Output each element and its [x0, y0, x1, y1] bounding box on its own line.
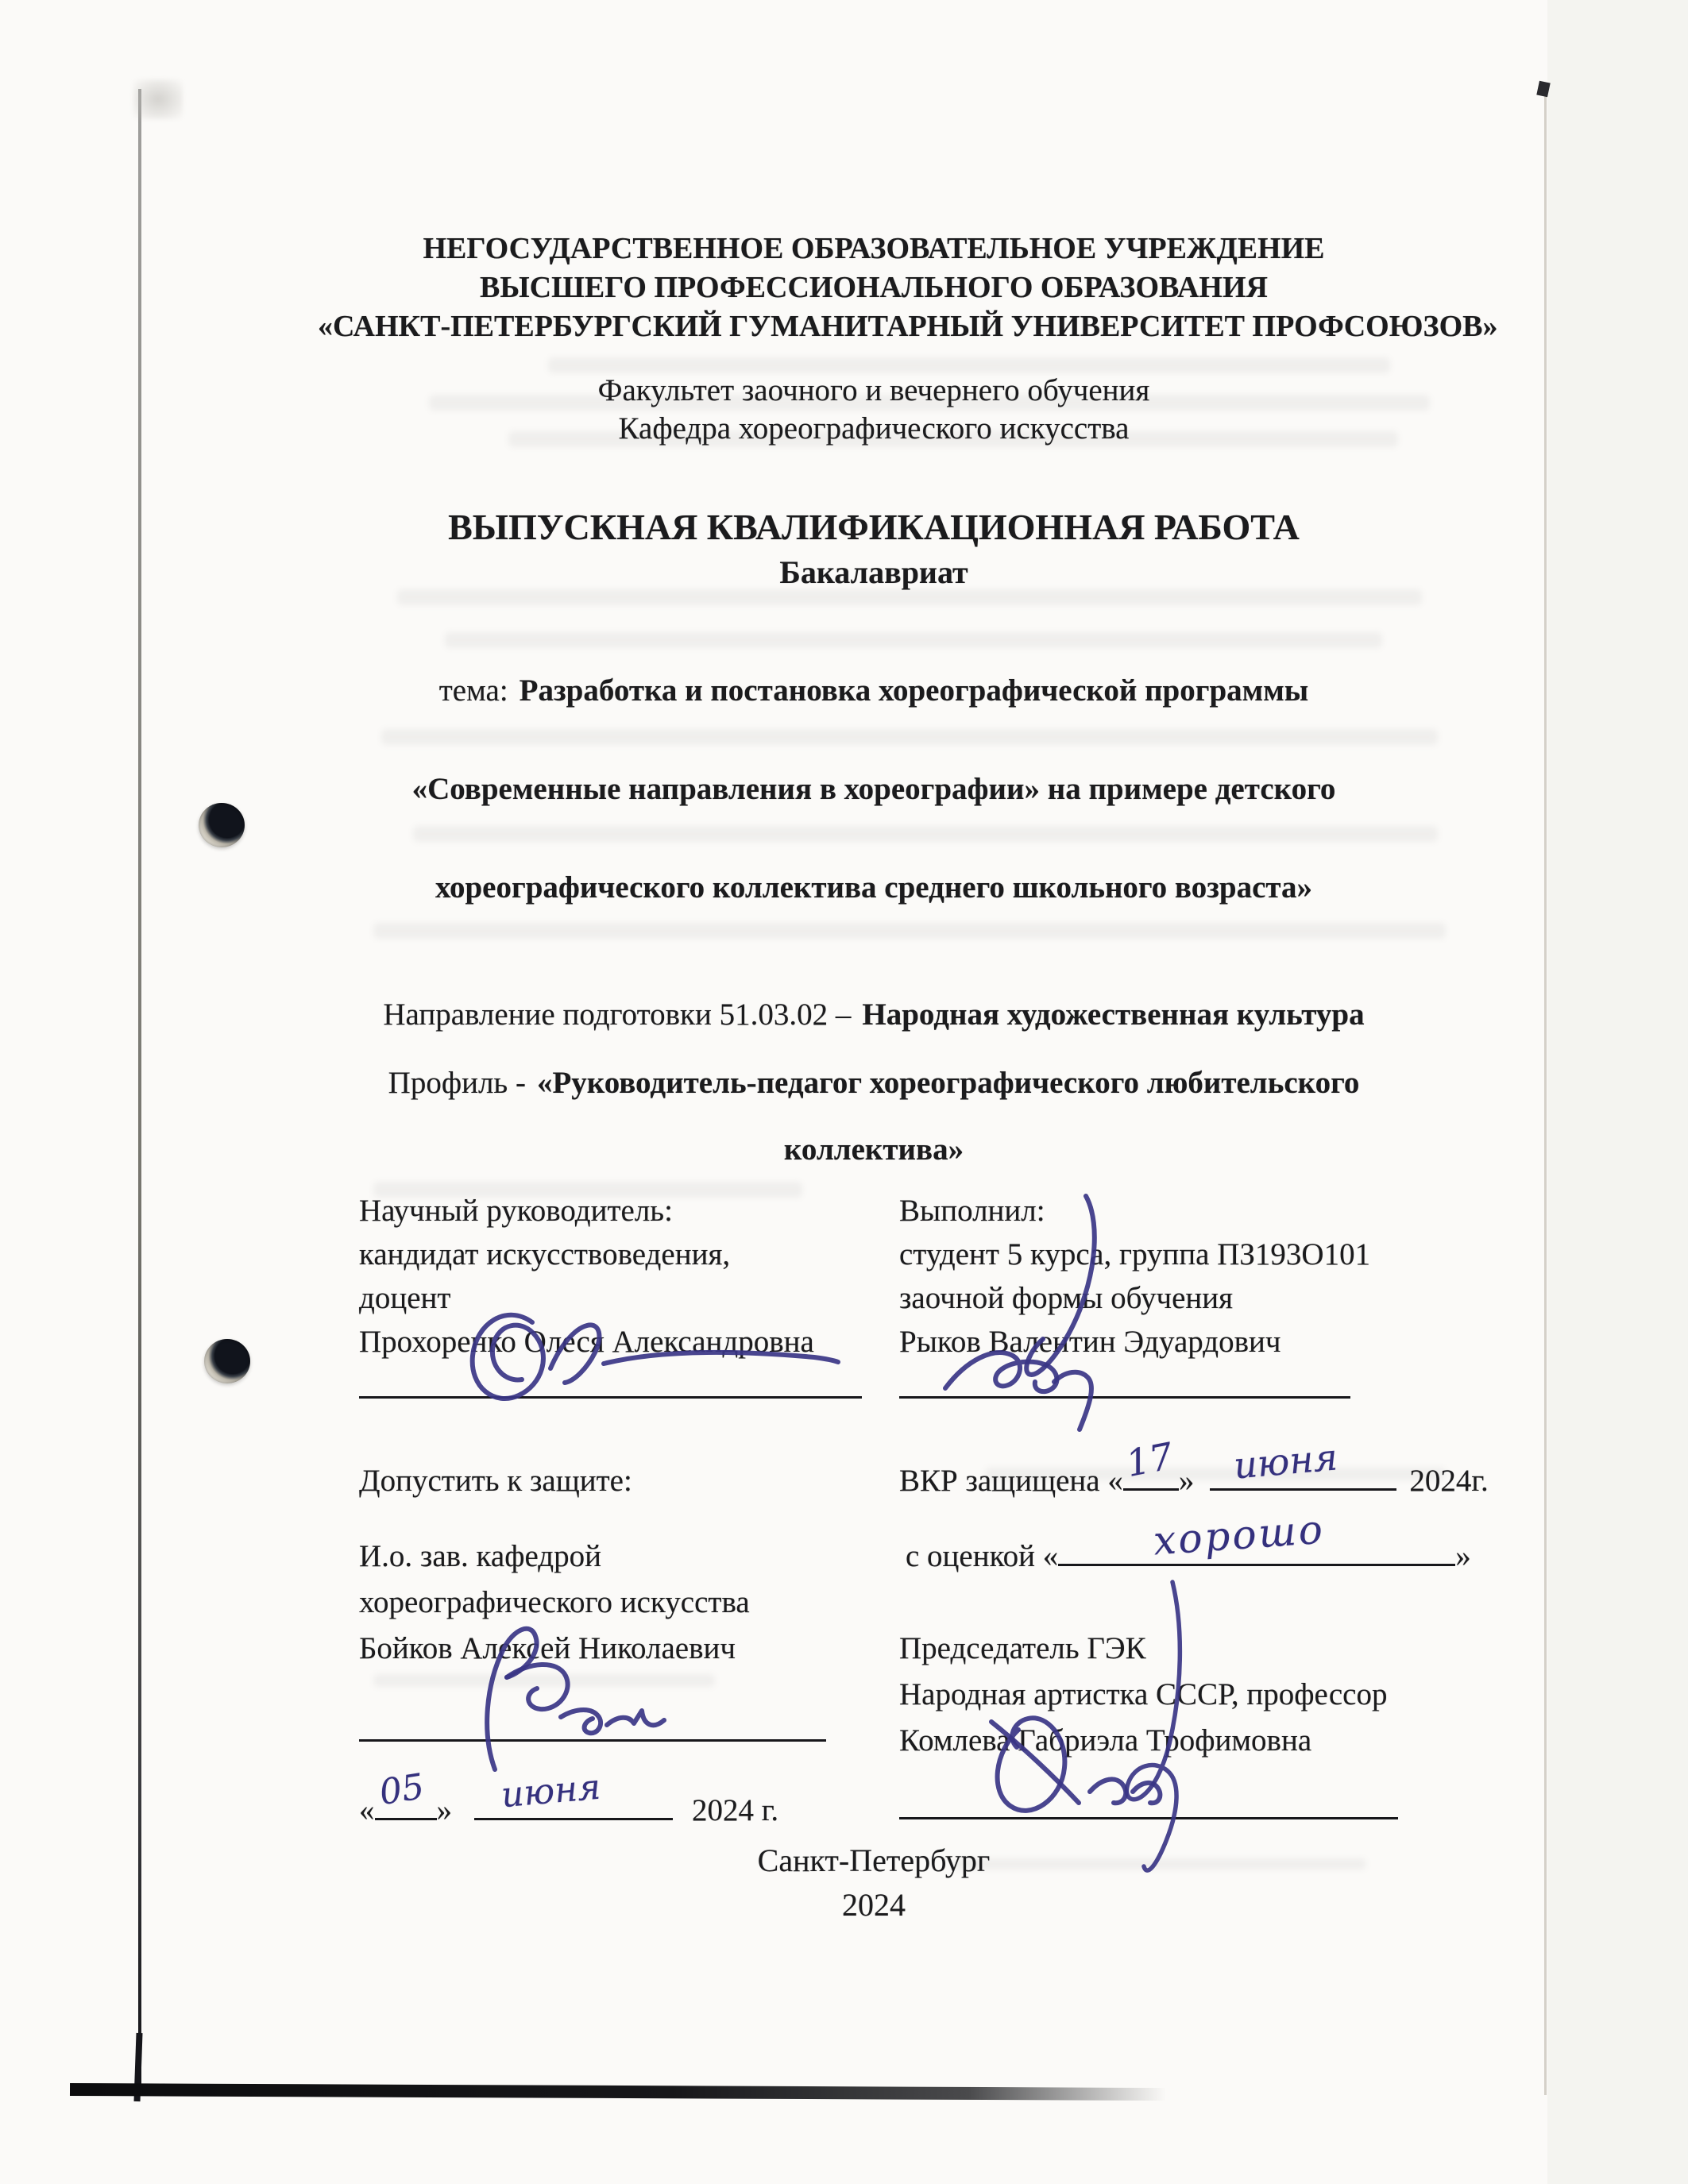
admission-signature: [435, 1617, 682, 1776]
student-heading: Выполнил:: [899, 1194, 1045, 1228]
admission-date-row: [359, 1765, 779, 1829]
binder-hole-top: [199, 803, 245, 847]
advisor-heading: Научный руководитель:: [359, 1194, 673, 1228]
profile-value-1: «Руководитель-педагог хореографического любительского: [536, 1066, 1360, 1100]
admission-name: Бойков Алексей Николаевич: [359, 1631, 736, 1665]
bleedthrough-artifact: [445, 632, 1382, 648]
theme-line-3: хореографического коллектива среднего школьного возраста»: [435, 870, 1313, 905]
admission-month-slot: [474, 1766, 673, 1820]
grade-prefix: с оценкой «: [906, 1539, 1059, 1573]
defense-month-handwriting: июня: [1232, 1435, 1340, 1488]
bleedthrough-artifact: [397, 589, 1422, 605]
page-right-edge: [1544, 86, 1547, 2095]
defense-year: 2024г.: [1409, 1464, 1489, 1498]
advisor-name: Прохоренко Олеся Александровна: [359, 1325, 814, 1359]
student-form-line: заочной формы обучения: [899, 1281, 1234, 1315]
student-name: Рыков Валентин Эдуардович: [899, 1325, 1281, 1359]
faculty-line: Факультет заочного и вечернего обучения: [597, 373, 1150, 407]
theme-line-2: «Современные направления в хореографии» на примере детского: [411, 772, 1336, 806]
profile-label: Профиль -: [388, 1066, 526, 1100]
footer-city: Санкт-Петербург: [757, 1843, 991, 1878]
admission-month-handwriting: июня: [499, 1766, 603, 1816]
theme-label: тема:: [438, 673, 508, 708]
direction-line: [318, 997, 1430, 1033]
advisor-rank: доцент: [359, 1281, 451, 1315]
theme-text-1: Разработка и постановка хореографической программы: [519, 673, 1309, 708]
chair-name: Комлева Габриэла Трофимовна: [899, 1723, 1312, 1758]
defense-day-slot: [1122, 1433, 1179, 1491]
profile-line-2: коллектива»: [783, 1133, 964, 1167]
institution-line-1: НЕГОСУДАРСТВЕННОЕ ОБРАЗОВАТЕЛЬНОЕ УЧРЕЖДЕНИЕ: [423, 232, 1325, 265]
scan-artifact-top-left: [133, 79, 183, 119]
direction-value: Народная художественная культура: [862, 997, 1365, 1032]
admission-day-handwriting: 05: [376, 1765, 427, 1814]
bleedthrough-artifact: [413, 826, 1438, 842]
defense-date-row: [899, 1433, 1489, 1499]
quote-close: »: [436, 1793, 452, 1827]
institution-line-3: «САНКТ-ПЕТЕРБУРГСКИЙ ГУМАНИТАРНЫЙ УНИВЕРСИТЕТ ПРОФСОЮЗОВ»: [318, 310, 1498, 343]
student-signature: [902, 1183, 1172, 1437]
institution-line-2: ВЫСШЕГО ПРОФЕССИОНАЛЬНОГО ОБРАЗОВАНИЯ: [480, 271, 1268, 304]
profile-line-1: [318, 1066, 1430, 1102]
direction-label: Направление подготовки 51.03.02 –: [383, 997, 852, 1032]
admission-year: 2024 г.: [692, 1793, 779, 1827]
bleedthrough-artifact: [548, 357, 1390, 373]
admission-heading: Допустить к защите:: [359, 1464, 632, 1498]
bleedthrough-artifact: [381, 729, 1438, 745]
defense-prefix: ВКР защищена «: [899, 1464, 1123, 1498]
binder-hole-bottom: [204, 1339, 250, 1383]
defense-day-handwriting: 17: [1122, 1433, 1176, 1486]
grade-row: [906, 1506, 1471, 1575]
work-type-title: ВЫПУСКНАЯ КВАЛИФИКАЦИОННАЯ РАБОТА: [448, 507, 1300, 547]
admission-position-1: И.о. зав. кафедрой: [359, 1539, 601, 1573]
quote-open: «: [359, 1793, 375, 1827]
work-level: Бакалавриат: [779, 554, 968, 590]
advisor-signature: [441, 1291, 886, 1410]
scan-artifact-bottom-band: [70, 2083, 1166, 2101]
grade-slot: [1058, 1506, 1455, 1566]
admission-day-slot: [375, 1765, 437, 1820]
scan-right-margin: [1547, 0, 1688, 2184]
chair-rank: Народная артистка СССР, профессор: [899, 1677, 1388, 1711]
bleedthrough-artifact: [373, 923, 1446, 939]
grade-suffix: »: [1455, 1539, 1471, 1573]
theme-line-1: [318, 673, 1430, 709]
defense-month-slot: [1210, 1435, 1396, 1491]
advisor-degree: кандидат искусствоведения,: [359, 1237, 731, 1271]
student-group-line: студент 5 курса, группа ПЗ193О101: [899, 1237, 1371, 1271]
defense-quote-close: »: [1178, 1464, 1195, 1498]
department-line: Кафедра хореографического искусства: [618, 411, 1130, 446]
chair-title: Председатель ГЭК: [899, 1631, 1146, 1665]
page-left-edge: [138, 89, 141, 2090]
admission-position-2: хореографического искусства: [359, 1585, 750, 1619]
footer-year: 2024: [842, 1887, 906, 1923]
grade-handwriting: хорошо: [1152, 1506, 1327, 1565]
